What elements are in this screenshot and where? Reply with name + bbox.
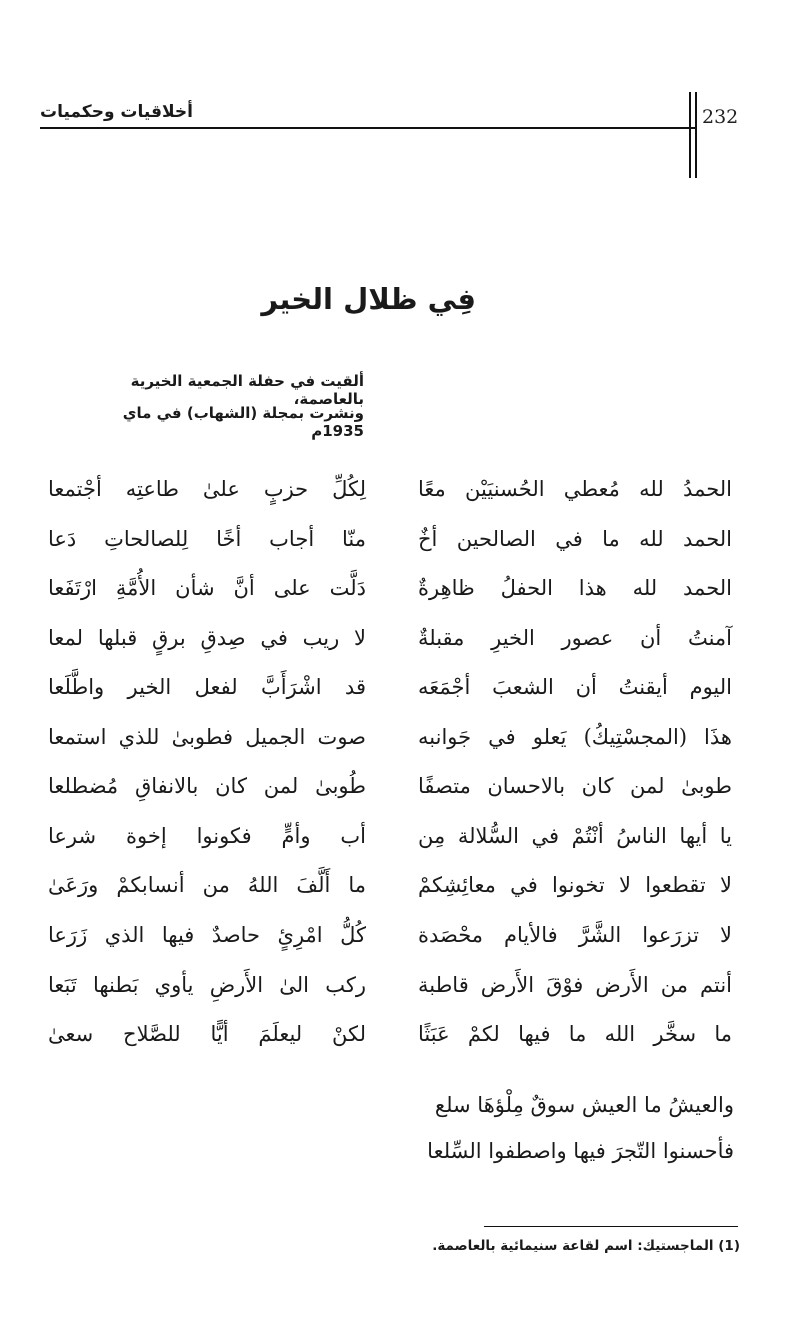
intro-line: ألقيت في حفلة الجمعية الخيرية بالعاصمة، bbox=[130, 372, 364, 408]
verse-right-hemistich: أنتم من الأَرض فوْقَ الأَرض قاطبة bbox=[418, 973, 732, 997]
verse-right-hemistich: اليوم أيقنتُ أن الشعبَ أجْمَعَه bbox=[418, 675, 732, 699]
page-number: 232 bbox=[702, 106, 739, 128]
verse-right-hemistich: لا تقطعوا لا تخونوا في معائِشِكمْ bbox=[418, 873, 732, 897]
verse-left-hemistich: ما أَلَّفَ اللهُ من أنسابكمْ ورَعَىٰ bbox=[48, 873, 366, 897]
coda-line: والعيشُ ما العيش سوقٌ مِلْؤهَا سلع bbox=[434, 1093, 734, 1117]
header-vertical-rule bbox=[689, 92, 691, 178]
verse-left-hemistich: قد اشْرَأَبَّ لفعل الخير واطَّلَعا bbox=[48, 675, 366, 699]
verse-left-hemistich: ركب الىٰ الأَرضِ يأوي بَطنها تَبَعا bbox=[48, 973, 366, 997]
coda-line: فأحسنوا التّجرَ فيها واصطفوا السِّلعا bbox=[427, 1139, 734, 1163]
verse-left-hemistich: كُلُّ امْرِئٍ حاصدٌ فيها الذي زَرَعا bbox=[48, 923, 366, 947]
verse-right-hemistich: آمنتُ أن عصور الخيرِ مقبلةٌ bbox=[418, 626, 732, 650]
intro-line: ونشرت بمجلة (الشهاب) في ماي 1935م bbox=[122, 404, 364, 440]
verse-left-hemistich: أب وأمٍّ فكونوا إخوة شرعا bbox=[48, 824, 366, 848]
verse-left-hemistich: صوت الجميل فطوبىٰ للذي استمعا bbox=[48, 725, 366, 749]
verse-right-hemistich: الحمد لله ما في الصالحين أخٌ bbox=[418, 527, 732, 551]
verse-right-hemistich: هذَا (المجسْتِيكُ) يَعلو في جَوانبه bbox=[418, 725, 732, 749]
verse-right-hemistich: لا تزرَعوا الشَّرَّ فالأيام محْصَدة bbox=[418, 923, 732, 947]
verse-left-hemistich: منّا أجاب أخًا لِلصالحاتِ دَعا bbox=[48, 527, 366, 551]
verse-left-hemistich: لكنْ ليعلَمَ أيًّا للصَّلاح سعىٰ bbox=[48, 1022, 366, 1046]
footnote-rule bbox=[484, 1226, 738, 1227]
verse-right-hemistich: ما سخَّر الله ما فيها لكمْ عَبَثًا bbox=[418, 1022, 732, 1046]
verse-left-hemistich: لا ريب في صِدقِ برقٍ قبلها لمعا bbox=[48, 626, 366, 650]
header-vertical-rule bbox=[695, 92, 697, 178]
verse-right-hemistich: يا أيها الناسُ أنْتُمْ في السُّلالة مِن bbox=[418, 824, 732, 848]
poem-title: فِي ظلال الخير bbox=[261, 282, 476, 316]
header-rule bbox=[40, 127, 696, 129]
footnote: (1) الماجستيك: اسم لقاعة سنيمائية بالعاصمة. bbox=[432, 1238, 740, 1254]
verse-left-hemistich: لِكُلِّ حزبٍ علىٰ طاعتِه أجْتمعا bbox=[48, 477, 366, 501]
verse-right-hemistich: الحمدُ لله مُعطي الحُسنيَيْن معًا bbox=[418, 477, 732, 501]
verse-left-hemistich: طُوبىٰ لمن كان بالانفاقِ مُضطلعا bbox=[48, 774, 366, 798]
verse-right-hemistich: طوبىٰ لمن كان بالاحسان متصفًا bbox=[418, 774, 732, 798]
verse-right-hemistich: الحمد لله هذا الحفلُ ظاهِرةٌ bbox=[418, 576, 732, 600]
verse-left-hemistich: دَلَّت على أنَّ شأن الأُمَّةِ ارْتَفَعا bbox=[48, 576, 366, 600]
running-title: أخلاقيات وحكميات bbox=[40, 102, 193, 122]
